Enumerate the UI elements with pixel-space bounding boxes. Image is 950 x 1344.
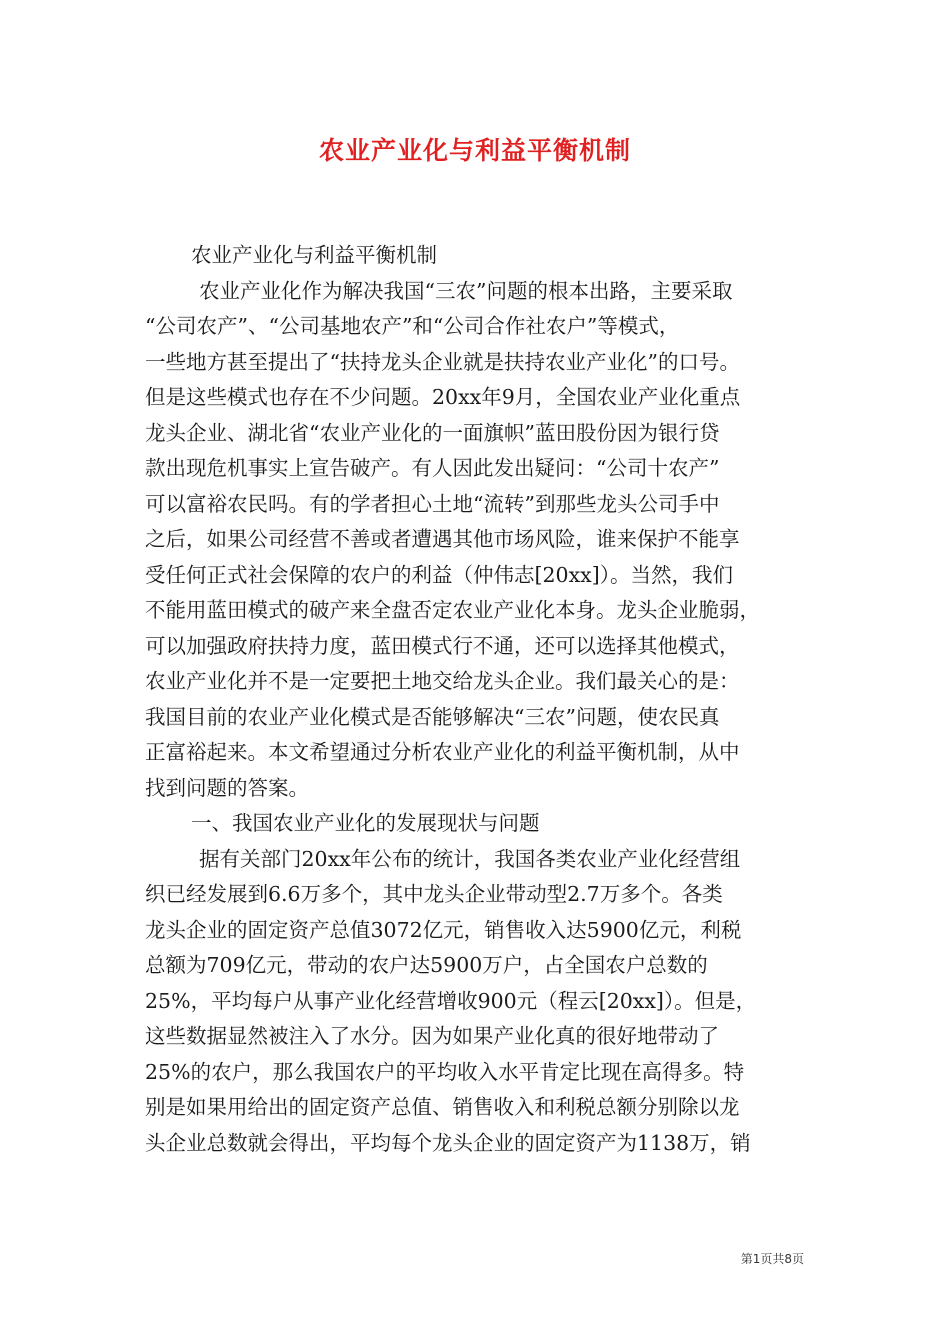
paragraph-line: 之后，如果公司经营不善或者遭遇其他市场风险，谁来保护不能享 [145, 527, 740, 551]
paragraph-line: 头企业总数就会得出，平均每个龙头企业的固定资产为1138万，销 [145, 1130, 751, 1155]
paragraph-line: 我国目前的农业产业化模式是否能够解决“三农”问题，使农民真 [145, 704, 720, 729]
paragraph-line: 农业产业化并不是一定要把土地交给龙头企业。我们最关心的是： [145, 669, 740, 693]
paragraph-line: 农业产业化作为解决我国“三农”问题的根本出路，主要采取 [199, 278, 733, 303]
section-heading: 一、我国农业产业化的发展现状与问题 [191, 811, 540, 835]
page-number: 第1页共8页 [740, 1252, 804, 1266]
paragraph-line: 找到问题的答案。 [145, 775, 309, 800]
paragraph-line: 这些数据显然被注入了水分。因为如果产业化真的很好地带动了 [145, 1024, 719, 1048]
document-title: 农业产业化与利益平衡机制 [318, 136, 631, 165]
paragraph-line: 受任何正式社会保障的农户的利益（仲伟志[20xx]）。当然，我们 [145, 562, 733, 587]
paragraph-line: 25%，平均每户从事产业化经营增收900元（程云[20xx]）。但是， [145, 988, 757, 1013]
paragraph-line: 总额为709亿元，带动的农户达5900万户，占全国农户总数的 [145, 953, 708, 977]
paragraph-line: 25%的农户，那么我国农户的平均收入水平肯定比现在高得多。特 [145, 1059, 745, 1084]
paragraph-line: “公司农产”、“公司基地农产”和“公司合作社农户”等模式， [145, 314, 680, 338]
paragraph-line: 款出现危机事实上宣告破产。有人因此发出疑问：“公司十农产” [145, 456, 720, 480]
paragraph-line: 但是这些模式也存在不少问题。20xx年9月，全国农业产业化重点 [145, 385, 741, 409]
document-body [145, 238, 815, 1161]
paragraph-line: 织已经发展到6.6万多个，其中龙头企业带动型2.7万多个。各类 [145, 882, 723, 906]
paragraph-line: 龙头企业、湖北省“农业产业化的一面旗帜”蓝田股份因为银行贷 [145, 420, 720, 445]
paragraph-line: 可以加强政府扶持力度，蓝田模式行不通，还可以选择其他模式， [145, 633, 740, 658]
paragraph-line: 一些地方甚至提出了“扶持龙头企业就是扶持农业产业化”的口号。 [145, 349, 740, 374]
paragraph-line: 正富裕起来。本文希望通过分析农业产业化的利益平衡机制，从中 [145, 740, 740, 764]
paragraph-line: 可以富裕农民吗。有的学者担心土地“流转”到那些龙头公司手中 [145, 491, 720, 516]
paragraph-line: 据有关部门20xx年公布的统计，我国各类农业产业化经营组 [199, 846, 741, 871]
paragraph-line: 龙头企业的固定资产总值3072亿元，销售收入达5900亿元，利税 [145, 917, 742, 942]
paragraph-line: 别是如果用给出的固定资产总值、销售收入和利税总额分别除以龙 [145, 1095, 740, 1119]
paragraph-line: 农业产业化与利益平衡机制 [191, 243, 437, 267]
paragraph-line: 不能用蓝田模式的破产来全盘否定农业产业化本身。龙头企业脆弱， [145, 598, 760, 622]
